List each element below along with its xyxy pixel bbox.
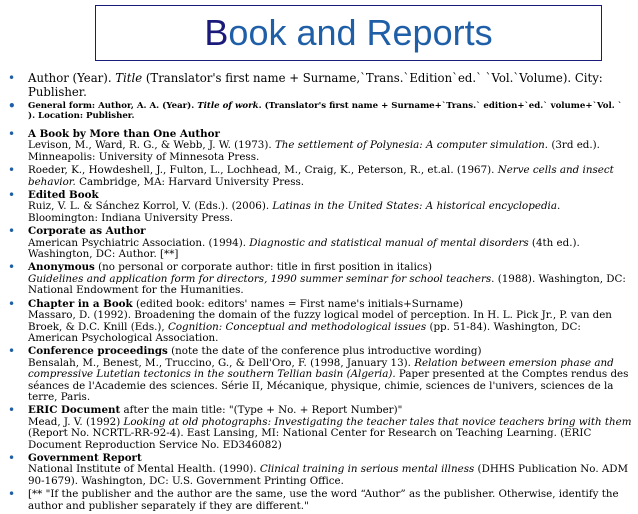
item-text: Paper presented at the Comptes rendus des séances de l'Academie des sciences. Série II, Mécanique, physique, chimie, sciences de l'univers, sciences de la terre, Paris. xyxy=(28,368,629,403)
page-title xyxy=(96,6,601,60)
item-text: Levison, M., Ward, R. G., & Webb, J. W. (1973). xyxy=(28,139,275,152)
item-text: American Psychiatric Association. (1994). xyxy=(28,236,250,249)
item-note: after the main title: "(Type + No. + Report Number)" xyxy=(120,404,403,417)
bullet-icon: • xyxy=(8,71,16,85)
item-text: Massaro, D. (1992). Broadening the domain of the fuzzy logical model of perception. In H. L. Pick Jr., P. van den Broek, & D.C. Knill (Eds.), xyxy=(28,309,612,333)
bullet-icon: • xyxy=(8,344,16,359)
bullet-icon: • xyxy=(8,188,16,203)
item-italic: Looking at old photographs: Investigating the teacher tales that novice teachers bring with them xyxy=(123,415,632,428)
item-italic: Diagnostic and statistical manual of mental disorders xyxy=(249,236,529,249)
item-heading: Chapter in a Book xyxy=(28,297,133,310)
item-italic: Cognition: Conceptual and methodological issues xyxy=(167,320,427,333)
item-text: Ruiz, V. L. & Sánchez Korrol, V. (Eds.). (2006). xyxy=(28,200,273,213)
reference-list xyxy=(8,71,632,514)
item-heading: Corporate as Author xyxy=(28,225,146,238)
list-item xyxy=(8,489,632,512)
item-italic: Relation between emersion phase and compressive Lutetian tectonics in the southern Tellian basin (Algeria). xyxy=(28,356,614,381)
item-text: (pp. 51-84). Washington, DC: American Psychological Association. xyxy=(28,320,581,344)
title-rest: ook and Reports xyxy=(228,12,493,53)
item-text: . (1988). Washington, DC: National Endowment for the Humanities. xyxy=(28,272,626,297)
item-italic: Title of work xyxy=(197,101,259,111)
bullet-icon: • xyxy=(8,403,16,418)
list-item xyxy=(8,129,632,163)
list-item xyxy=(8,190,632,224)
list-item xyxy=(8,101,632,121)
item-heading: ERIC Document xyxy=(28,404,121,417)
item-italic: Latinas in the United States: A historical encyclopedia xyxy=(272,200,557,213)
item-note: (no personal or corporate author: title in first position in italics) xyxy=(94,261,432,274)
list-item xyxy=(8,165,632,188)
item-text: Author (Year). xyxy=(28,71,116,85)
item-heading: A Book by More than One Author xyxy=(28,128,220,140)
item-text: Bensalah, M., Benest, M., Truccino, G., & Dell'Oro, F. (1998, January 13). xyxy=(28,356,415,369)
item-italic: Title xyxy=(115,71,143,85)
item-text: (Report No. NCRTL-RR-92-4). East Lansing, MI: National Center for Research on Teaching Learning. (ERIC Document Reproduction Service No. ED346082) xyxy=(28,427,592,451)
list-item xyxy=(8,262,632,296)
item-text: Roeder, K., Howdeshell, J., Fulton, L., Lochhead, M., Craig, K., Peterson, R., et.al. (1967). xyxy=(28,164,498,177)
item-heading: Anonymous xyxy=(28,261,95,274)
title-initial: B xyxy=(204,12,229,53)
title-box xyxy=(95,5,602,61)
bullet-icon: • xyxy=(8,224,16,239)
item-note: (edited book: editors' names = First name's initials+Surname) xyxy=(132,297,464,310)
item-heading: Conference proceedings xyxy=(28,345,168,358)
item-italic: Guidelines and application form for directors, 1990 summer seminar for school teachers xyxy=(28,272,492,285)
item-text: (Translator's first name + Surname,`Trans.`Edition`ed.` `Vol.`Volume). City: Publisher. xyxy=(28,71,603,99)
item-heading: Edited Book xyxy=(28,189,99,202)
item-text: [** "If the publisher and the author are the same, use the word “Author” as the publisher. Otherwise, identify the author and publisher separately if they are different." xyxy=(28,488,619,512)
list-item xyxy=(8,405,632,451)
item-italic: The settlement of Polynesia: A computer simulation. xyxy=(274,139,549,152)
item-text: Mead, J. V. (1992) xyxy=(28,415,124,428)
item-text: . Bloomington: Indiana University Press. xyxy=(28,200,561,224)
bullet-icon: • xyxy=(8,99,16,113)
item-text: Cambridge, MA: Harvard University Press. xyxy=(75,175,305,188)
bullet-icon: • xyxy=(8,450,16,465)
item-text: General form: Author, A. A. (Year). xyxy=(28,101,198,111)
bullet-icon: • xyxy=(8,127,16,141)
item-text: (DHHS Publication No. ADM 90-1679). Washington, DC: U.S. Government Printing Office. xyxy=(28,463,629,487)
item-text: . (Translator's first name + Surname+`Trans.` edition+`ed.` volume+`Vol. ` ). Location: Publisher. xyxy=(28,101,623,121)
item-italic: Clinical training in serious mental illness xyxy=(259,463,475,476)
list-item xyxy=(8,71,632,99)
list-item xyxy=(8,226,632,260)
item-note: (note the date of the conference plus introductive wording) xyxy=(167,345,482,358)
item-italic: Nerve cells and insect behavior. xyxy=(28,164,614,188)
bullet-icon: • xyxy=(8,163,16,178)
bullet-icon: • xyxy=(8,296,16,311)
item-heading: Government Report xyxy=(28,451,142,464)
list-item xyxy=(8,450,632,487)
item-text: (3rd ed.). Minneapolis: University of Minnesota Press. xyxy=(28,139,600,163)
list-item xyxy=(8,346,632,403)
bullet-icon: • xyxy=(8,487,16,502)
bullet-icon: • xyxy=(8,260,16,275)
list-item xyxy=(8,296,632,345)
item-text: National Institute of Mental Health. (1990). xyxy=(28,463,260,476)
item-text: (4th ed.). Washington, DC: Author. [**] xyxy=(28,236,580,261)
